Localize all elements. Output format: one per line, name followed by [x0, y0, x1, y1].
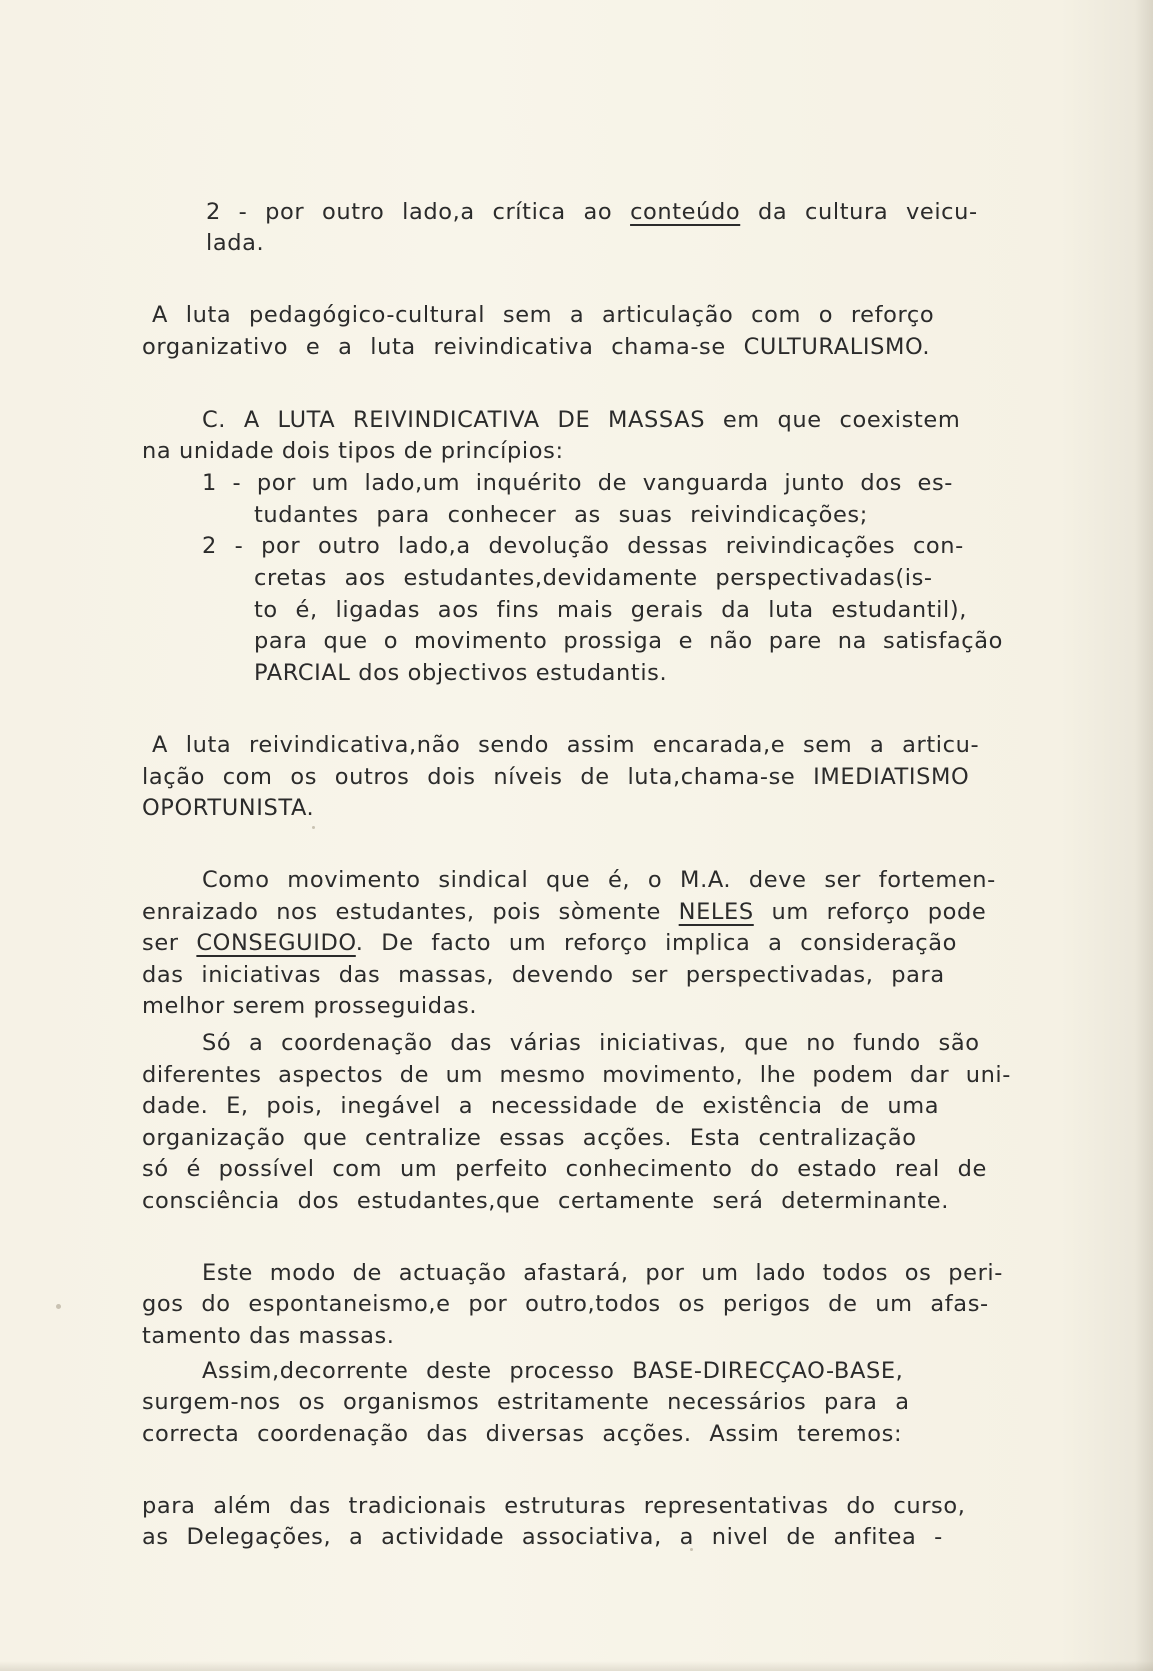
text-segment: das iniciativas das massas, devendo ser perspectivadas, para [142, 962, 945, 988]
text-line [254, 628, 1003, 654]
text-segment: tudantes para conhecer as suas reivindicações; [254, 502, 868, 528]
text-line [142, 1323, 395, 1349]
text-line [254, 565, 933, 591]
text-line [142, 1125, 917, 1151]
text-segment: para além das tradicionais estruturas representativas do curso, [142, 1493, 966, 1519]
page-edge-shadow [0, 1661, 1153, 1671]
text-segment: 1 - por um lado,um inquérito de vanguarda junto dos es- [202, 470, 953, 496]
text-line [142, 438, 564, 464]
text-segment: to é, ligadas aos fins mais gerais da luta estudantil), [254, 597, 967, 623]
text-line [152, 302, 934, 328]
text-line [254, 597, 967, 623]
text-segment: um reforço pode [753, 899, 987, 925]
text-line [142, 795, 314, 821]
text-segment: C. A LUTA REIVINDICATIVA DE MASSAS em que coexistem [202, 407, 961, 433]
text-line [142, 1524, 943, 1550]
text-segment: ser [142, 930, 197, 956]
text-line [142, 962, 945, 988]
text-segment: lação com os outros dois níveis de luta,chama-se IMEDIATISMO [142, 764, 970, 790]
text-segment: OPORTUNISTA. [142, 795, 315, 821]
text-segment: cretas aos estudantes,devidamente perspectivadas(is- [254, 565, 933, 591]
text-line [152, 732, 979, 758]
text-line [142, 1062, 1011, 1088]
text-line [202, 1358, 903, 1384]
text-segment: na unidade dois tipos de princípios: [142, 438, 564, 464]
text-segment: para que o movimento prossiga e não pare na satisfação [254, 628, 1003, 654]
underlined-text: conteúdo [630, 199, 741, 225]
text-line [202, 1260, 1003, 1286]
text-segment: as Delegações, a actividade associativa, a nivel de anfitea - [142, 1524, 943, 1550]
page-edge-shadow [1135, 0, 1153, 1671]
text-segment: Este modo de actuação afastará, por um lado todos os peri- [202, 1260, 1003, 1286]
paper-speck [56, 1304, 61, 1309]
text-segment: organizativo e a luta reivindicativa chama-se CULTURALISMO. [142, 334, 931, 360]
text-line [142, 930, 957, 956]
text-segment: surgem-nos os organismos estritamente necessários para a [142, 1389, 910, 1415]
text-line [142, 1389, 910, 1415]
text-line [254, 502, 868, 528]
text-segment: Só a coordenação das várias iniciativas, que no fundo são [202, 1030, 980, 1056]
text-line [254, 660, 667, 686]
text-line [142, 1156, 987, 1182]
text-segment: organização que centralize essas acções. Esta centralização [142, 1125, 917, 1151]
text-line [142, 764, 969, 790]
text-segment: correcta coordenação das diversas acções. Assim teremos: [142, 1421, 903, 1447]
text-segment: Assim,decorrente deste processo BASE-DIRECÇAO-BASE, [202, 1358, 904, 1384]
text-segment: . De facto um reforço implica a consideração [355, 930, 957, 956]
text-segment: diferentes aspectos de um mesmo movimento, lhe podem dar uni- [142, 1062, 1011, 1088]
text-segment: dade. E, pois, inegável a necessidade de existência de uma [142, 1093, 940, 1119]
text-line [142, 1093, 939, 1119]
text-line [142, 1421, 902, 1447]
text-segment: 2 - por outro lado,a devolução dessas reivindicações con- [202, 533, 964, 559]
text-line [202, 1030, 980, 1056]
text-line [142, 1493, 966, 1519]
text-line [202, 533, 964, 559]
text-segment: PARCIAL dos objectivos estudantis. [254, 660, 668, 686]
text-line [142, 1291, 989, 1317]
paper-speck [312, 826, 315, 829]
text-line [206, 230, 264, 256]
text-line [202, 867, 996, 893]
text-segment: da cultura veicu- [740, 199, 978, 225]
text-line [142, 334, 930, 360]
text-segment: lada. [206, 230, 265, 256]
text-segment: A luta reivindicativa,não sendo assim encarada,e sem a articu- [152, 732, 980, 758]
text-line [142, 1188, 949, 1214]
text-segment: tamento das massas. [142, 1323, 395, 1349]
text-segment: A luta pedagógico-cultural sem a articulação com o reforço [152, 302, 935, 328]
text-segment: só é possível com um perfeito conhecimento do estado real de [142, 1156, 987, 1182]
text-segment: enraizado nos estudantes, pois sòmente [142, 899, 679, 925]
text-line [202, 470, 953, 496]
text-segment: melhor serem prosseguidas. [142, 993, 478, 1019]
underlined-text: NELES [678, 899, 754, 925]
text-line [142, 993, 477, 1019]
underlined-text: CONSEGUIDO [196, 930, 356, 956]
text-segment: consciência dos estudantes,que certamente será determinante. [142, 1188, 949, 1214]
text-segment: gos do espontaneismo,e por outro,todos os perigos de um afas- [142, 1291, 989, 1317]
text-line [202, 407, 960, 433]
text-segment: 2 - por outro lado,a crítica ao [206, 199, 631, 225]
text-line [142, 899, 986, 925]
text-line [206, 199, 978, 225]
text-segment: Como movimento sindical que é, o M.A. deve ser fortemen- [202, 867, 996, 893]
